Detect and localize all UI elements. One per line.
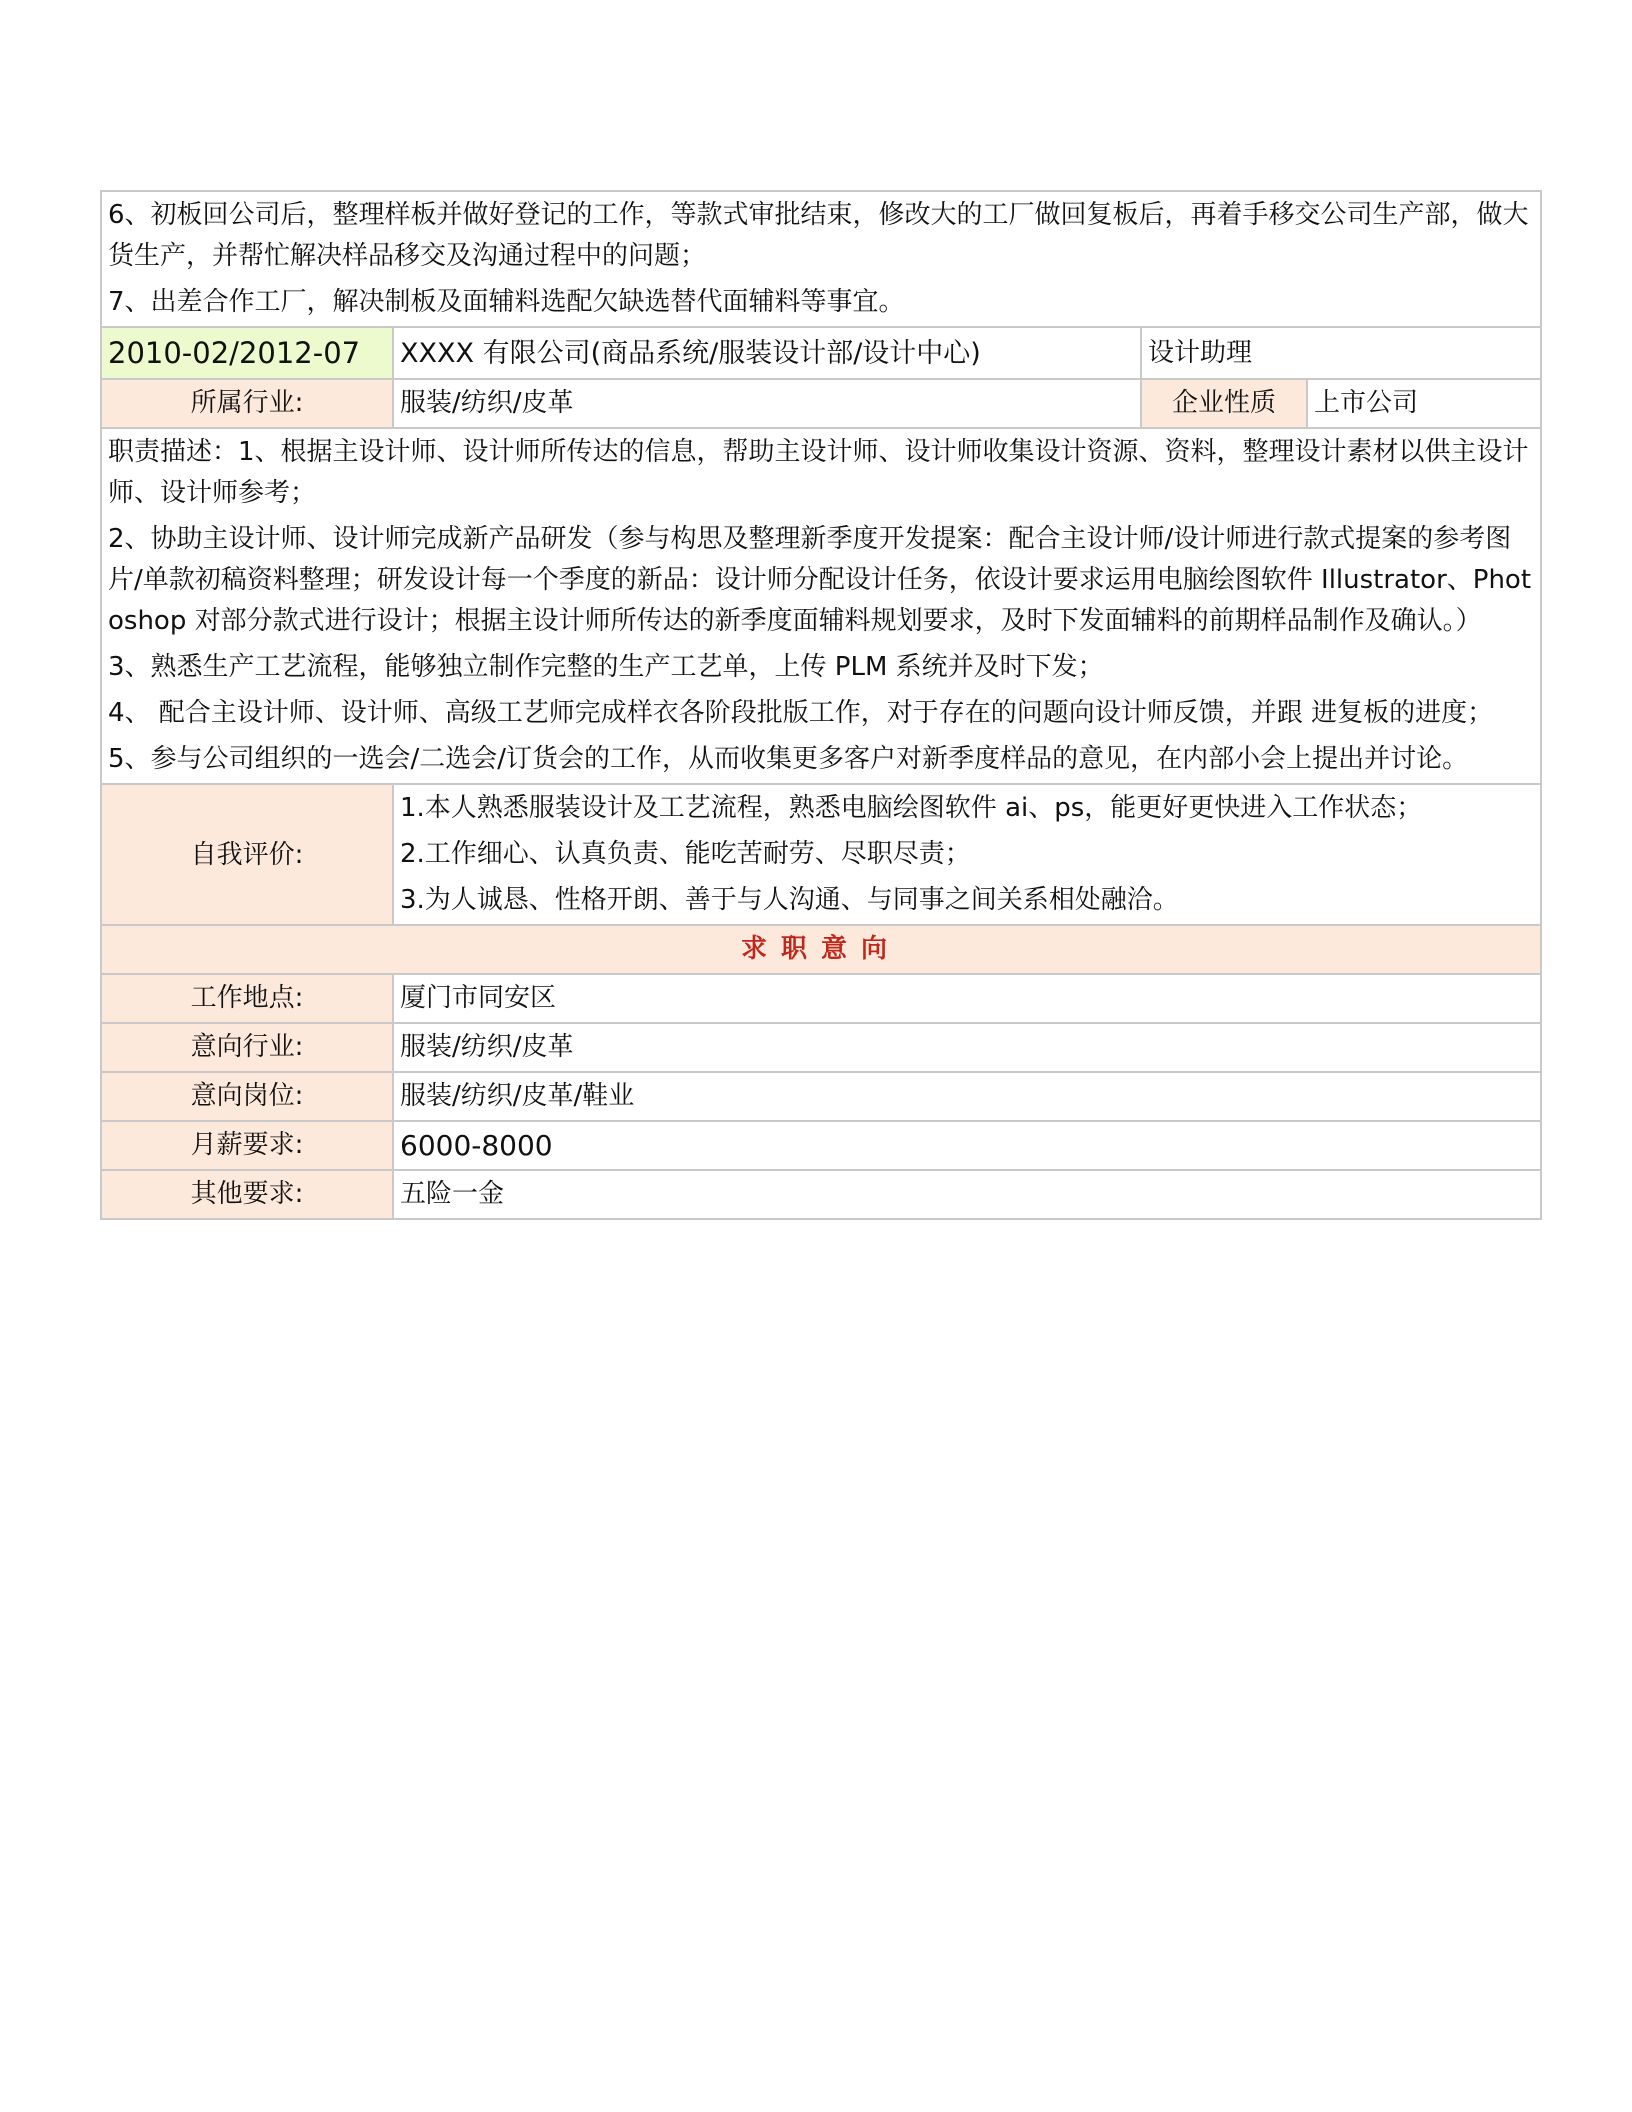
intention-label: 工作地点: [101,974,393,1023]
self-eval-item: 1.本人熟悉服装设计及工艺流程，熟悉电脑绘图软件 ai、ps，能更好更快进入工作状态； [400,793,1423,823]
continued-duties-cell [101,191,1541,327]
section-title-intention: 求职意向 [101,925,1541,974]
job-header-row [101,327,1541,379]
intention-value: 五险一金 [393,1170,1541,1219]
intention-row [101,1072,1541,1121]
self-eval-item: 2.工作细心、认真负责、能吃苦耐劳、尽职尽责； [400,839,971,869]
duty-item: 4、 配合主设计师、设计师、高级工艺师完成样衣各阶段批版工作，对于存在的问题向设计师反馈，并跟 进复板的进度； [108,698,1494,728]
self-eval-row [101,784,1541,925]
intention-header-row [101,925,1541,974]
intention-row [101,1023,1541,1072]
nature-label: 企业性质 [1141,379,1307,428]
self-eval-cell [393,784,1541,925]
self-eval-label: 自我评价: [101,784,393,925]
self-eval-item: 3.为人诚恳、性格开朗、善于与人沟通、与同事之间关系相处融洽。 [400,885,1179,915]
resume-table [100,190,1542,1220]
intention-label: 意向岗位: [101,1072,393,1121]
duty-item: 5、参与公司组织的一选会/二选会/订货会的工作，从而收集更多客户对新季度样品的意见，在内部小会上提出并讨论。 [108,744,1469,774]
duty-item: 2、协助主设计师、设计师完成新产品研发（参与构思及整理新季度开发提案：配合主设计师/设计师进行款式提案的参考图片/单款初稿资料整理；研发设计每一个季度的新品：设计师分配设计任务，依设计要求运用电脑绘图软件 Illustrator、Photoshop 对部分款式进行设计；根据主设计师所传达的新季度面辅料规划要求，及时下发面辅料的前期样品制作及确认。） [108,524,1532,636]
job-period: 2010-02/2012-07 [101,327,393,379]
industry-value: 服装/纺织/皮革 [393,379,1141,428]
intention-row [101,974,1541,1023]
job-position: 设计助理 [1141,327,1541,379]
job-duties-cell [101,428,1541,784]
nature-value: 上市公司 [1307,379,1541,428]
duty-item: 职责描述：1、根据主设计师、设计师所传达的信息，帮助主设计师、设计师收集设计资源、资料，整理设计素材以供主设计师、设计师参考； [108,437,1529,508]
duty-item: 6、初板回公司后，整理样板并做好登记的工作，等款式审批结束，修改大的工厂做回复板后，再着手移交公司生产部，做大货生产，并帮忙解决样品移交及沟通过程中的问题； [108,200,1529,271]
intention-value: 厦门市同安区 [393,974,1541,1023]
job-company: XXXX 有限公司(商品系统/服装设计部/设计中心) [393,327,1141,379]
intention-label: 月薪要求: [101,1121,393,1170]
industry-label: 所属行业: [101,379,393,428]
job-duties-row [101,428,1541,784]
continued-duties-row [101,191,1541,327]
intention-value: 6000-8000 [393,1121,1541,1170]
duty-item: 7、出差合作工厂，解决制板及面辅料选配欠缺选替代面辅料等事宜。 [108,287,905,317]
intention-row [101,1170,1541,1219]
intention-value: 服装/纺织/皮革 [393,1023,1541,1072]
intention-label: 其他要求: [101,1170,393,1219]
intention-row [101,1121,1541,1170]
intention-label: 意向行业: [101,1023,393,1072]
duty-item: 3、熟悉生产工艺流程，能够独立制作完整的生产工艺单，上传 PLM 系统并及时下发； [108,652,1104,682]
job-industry-row [101,379,1541,428]
intention-value: 服装/纺织/皮革/鞋业 [393,1072,1541,1121]
